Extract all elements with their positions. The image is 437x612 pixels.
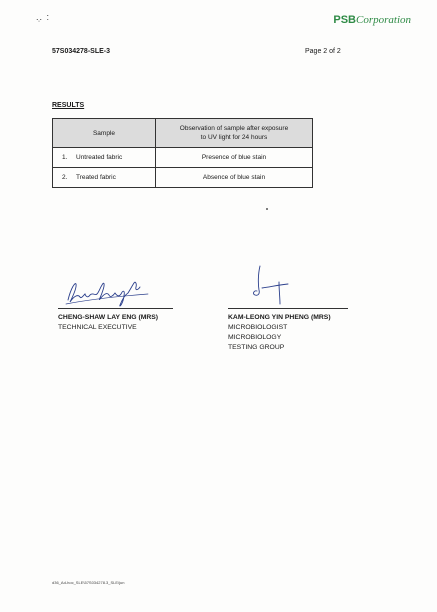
page-number: Page 2 of 2 [305,48,341,55]
row-number: 1. [62,154,68,161]
signature-line-right [228,308,348,309]
signatory-left-title: TECHNICAL EXECUTIVE [58,324,137,331]
results-table [52,118,313,188]
table-row [53,168,313,188]
observation-header-line2: to UV light for 24 hours [200,134,268,141]
signature-right [246,260,296,306]
signatory-right-name: KAM-LEONG YIN PHENG (MRS) [228,314,331,321]
footer-file-path: d36_Ad-hoc_SLE\57S034278.3_SLE/jun [52,580,125,585]
signatory-right-title: MICROBIOLOGIST [228,324,288,331]
table-header-row [53,119,313,148]
logo-psb: PSB [333,14,356,26]
results-heading: RESULTS [52,102,85,109]
sample-name: Treated fabric [76,174,116,181]
table-row [53,148,313,168]
signatory-right-group: TESTING GROUP [228,344,285,351]
signature-line-left [58,308,173,309]
logo-corporation: Corporation [355,14,411,26]
scan-artifact-mark: ..̣ : [36,12,51,22]
observation-cell: Absence of blue stain [156,168,313,188]
signature-left [62,266,154,310]
sample-cell [53,168,156,188]
column-header-sample: Sample [53,119,156,148]
signatory-left-name: CHENG-SHAW LAY ENG (MRS) [58,314,159,321]
report-reference-number: 57S034278-SLE-3 [52,48,110,55]
row-number: 2. [62,174,68,181]
signatory-left [58,313,158,333]
column-header-observation [156,119,313,148]
observation-header-line1: Observation of sample after exposure [179,125,289,132]
sample-name: Untreated fabric [76,154,123,161]
signatory-right [228,313,331,353]
observation-cell: Presence of blue stain [156,148,313,168]
stray-dot [266,208,268,210]
company-logo [333,14,411,26]
signatory-right-department: MICROBIOLOGY [228,334,282,341]
sample-cell [53,148,156,168]
